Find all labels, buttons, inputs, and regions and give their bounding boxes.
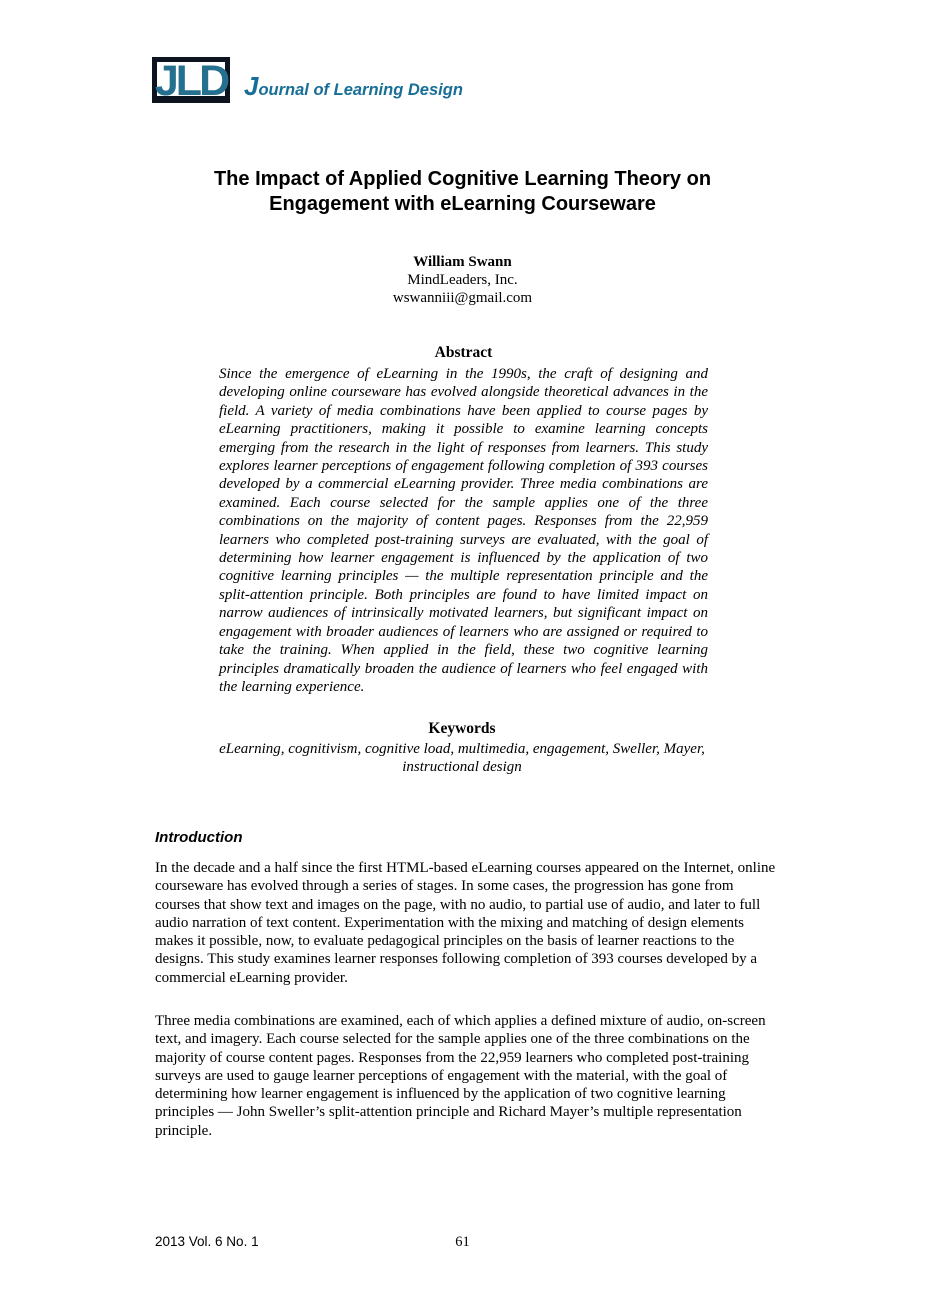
abstract-heading: Abstract	[434, 344, 493, 361]
journal-name: Journal of Learning Design	[244, 71, 463, 102]
keywords-section	[212, 720, 712, 777]
journal-logo	[152, 57, 463, 103]
jld-logo-letters: JLD	[154, 57, 228, 105]
paper-title	[0, 167, 925, 217]
introduction-paragraph-2: Three media combinations are examined, each of which applies a defined mixture of audio, on-screen text, and imagery. Each course selected for the sample applies one of the three combinations on the majority of course content pages. Responses from the 22,959 learners who completed post-training surveys are used to gauge learner perceptions of engagement with the material, with the goal of determining how learner engagement is influenced by the application of two cognitive learning principles — John Sweller’s split-attention principle and Richard Mayer’s multiple representation principle.	[155, 1013, 766, 1139]
footer-page-number: 61	[455, 1234, 470, 1250]
author-name: William Swann	[413, 254, 512, 270]
introduction-paragraph-1: In the decade and a half since the first HTML-based eLearning courses appeared on the Internet, online courseware has evolved through a series of stages. In some cases, the progression has gone from courses that show text and images on the page, with no audio, to partial use of audio, and later to full audio narration of text content. Experimentation with the mixing and matching of design elements makes it possible, now, to evaluate pedagogical principles on the basis of learner reactions to the designs. This study examines learner responses following completion of 393 courses developed by a commercial eLearning provider.	[155, 860, 776, 986]
abstract-text: Since the emergence of eLearning in the 1990s, the craft of designing and developing online courseware has evolved alongside theoretical advances in the field. A variety of media combinations have been applied to course pages by eLearning practitioners, making it possible to examine learning concepts emerging from the research in the light of responses from learners. This study explores learner perceptions of engagement following completion of 393 courses developed by a commercial eLearning provider. Three media combinations are examined. Each course selected for the sample applies one of the three combinations on the majority of content pages. Responses from the 22,959 learners who completed post-training surveys are evaluated, with the goal of determining how learner engagement is influenced by the application of two cognitive learning principles — the multiple representation principle and the split-attention principle. Both principles are found to have limited impact on narrow audiences of intrinsically motivated learners, but significant impact on engagement with broader audiences of learners who are assigned or required to take the training. When applied in the field, these two cognitive learning principles dramatically broaden the audience of learners who feel engaged with the learning experience.	[219, 366, 708, 695]
author-block	[0, 253, 925, 307]
keywords-text: eLearning, cognitivism, cognitive load, multimedia, engagement, Sweller, Mayer, instructional design	[219, 741, 705, 776]
footer-volume-info: 2013 Vol. 6 No. 1	[155, 1234, 259, 1249]
abstract-section	[219, 344, 708, 696]
keywords-heading: Keywords	[428, 720, 496, 737]
paper-title-line2: Engagement with eLearning Courseware	[269, 193, 656, 215]
introduction-heading: Introduction	[155, 829, 243, 846]
author-email: wswanniii@gmail.com	[392, 290, 533, 306]
jld-logo-icon	[152, 57, 230, 103]
paper-title-line1: The Impact of Applied Cognitive Learning Theory on	[213, 168, 712, 190]
author-affiliation: MindLeaders, Inc.	[407, 272, 518, 288]
